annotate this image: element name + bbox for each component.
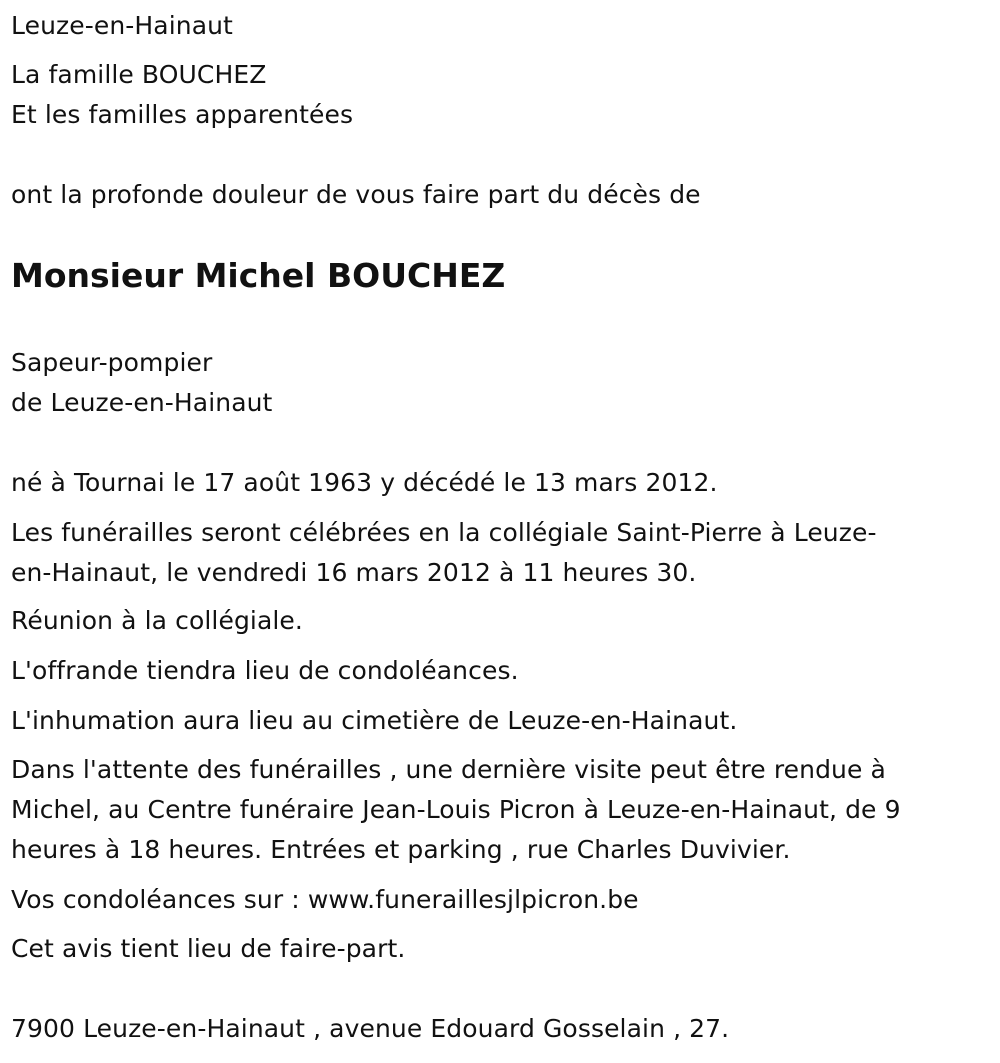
address-line: 7900 Leuze-en-Hainaut , avenue Edouard Gosselain , 27. — [11, 1014, 730, 1043]
funeral-line-1: Les funérailles seront célébrées en la collégiale Saint-Pierre à Leuze- — [11, 518, 877, 547]
family-line-1: La famille BOUCHEZ — [11, 60, 267, 89]
visit-line-2: Michel, au Centre funéraire Jean-Louis Picron à Leuze-en-Hainaut, de 9 — [11, 795, 901, 824]
notice-line: Cet avis tient lieu de faire-part. — [11, 934, 406, 963]
visit-line-1: Dans l'attente des funérailles , une dernière visite peut être rendue à — [11, 755, 886, 784]
burial-line: L'inhumation aura lieu au cimetière de Leuze-en-Hainaut. — [11, 706, 738, 735]
meeting-line: Réunion à la collégiale. — [11, 606, 303, 635]
family-line-2: Et les familles apparentées — [11, 100, 354, 129]
offering-line: L'offrande tiendra lieu de condoléances. — [11, 656, 519, 685]
condolences-line: Vos condoléances sur : www.funeraillesjlpicron.be — [11, 885, 639, 914]
funeral-line-2: en-Hainaut, le vendredi 16 mars 2012 à 11 heures 30. — [11, 558, 697, 587]
deceased-name: Monsieur Michel BOUCHEZ — [11, 256, 506, 295]
occupation-line-1: Sapeur-pompier — [11, 348, 213, 377]
occupation-line-2: de Leuze-en-Hainaut — [11, 388, 273, 417]
birth-death-line: né à Tournai le 17 août 1963 y décédé le 13 mars 2012. — [11, 468, 718, 497]
announcement-text: ont la profonde douleur de vous faire part du décès de — [11, 180, 701, 209]
location-header: Leuze-en-Hainaut — [11, 11, 233, 40]
visit-line-3: heures à 18 heures. Entrées et parking , rue Charles Duvivier. — [11, 835, 791, 864]
